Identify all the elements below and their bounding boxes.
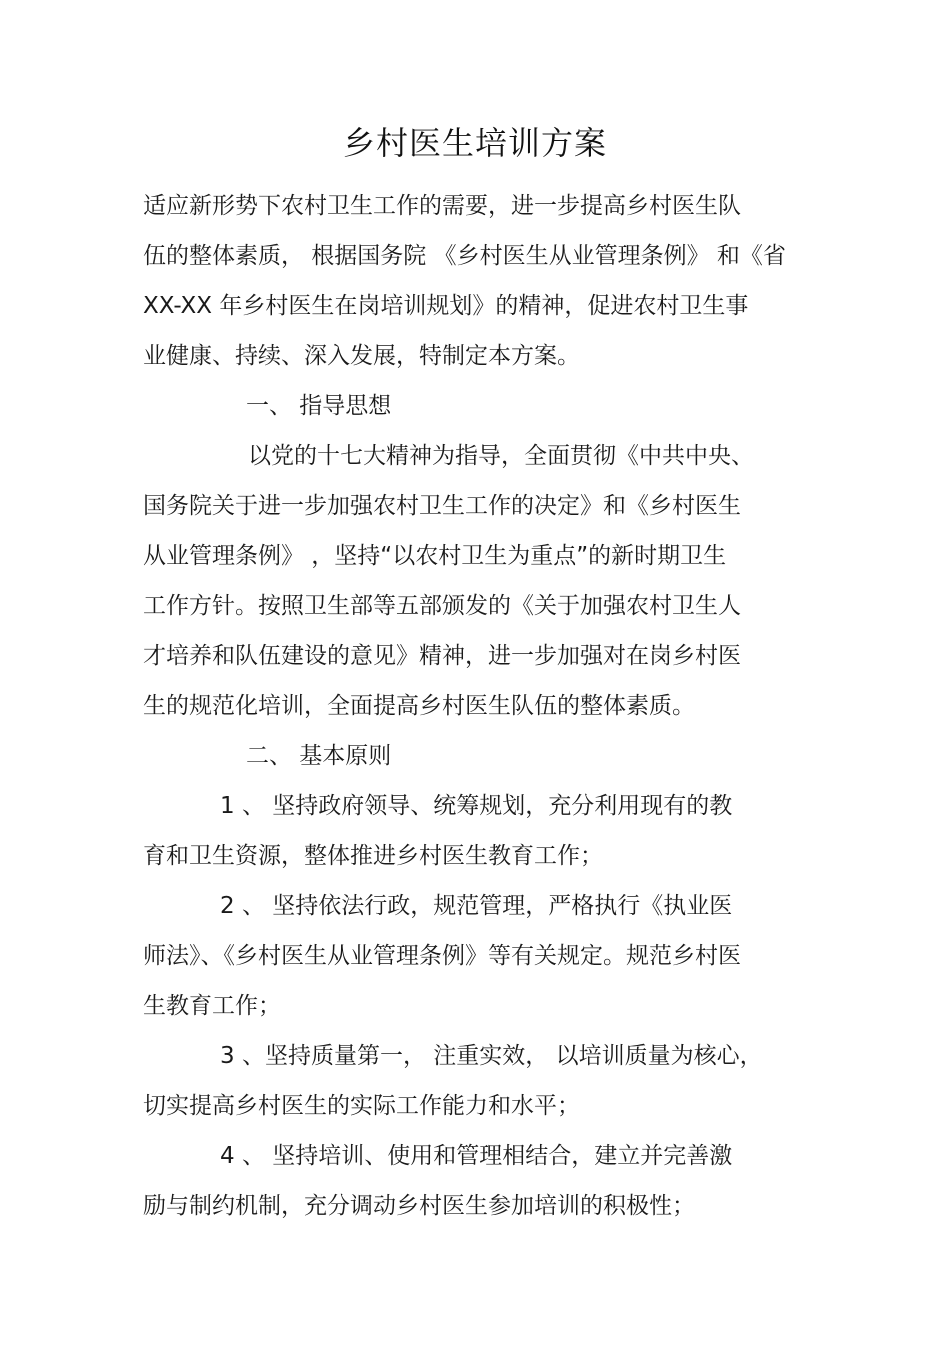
principle-line: 育和卫生资源，整体推进乡村医生教育工作； (143, 843, 603, 869)
section-heading: 一、 指导思想 (246, 393, 392, 419)
principle-line: 4 、 坚持培训、使用和管理相结合，建立并完善激 (220, 1143, 733, 1169)
paragraph-line: 工作方针。按照卫生部等五部颁发的《关于加强农村卫生人 (143, 593, 741, 619)
paragraph-line: 从业管理条例》 ，坚持“以农村卫生为重点”的新时期卫生 (143, 543, 727, 569)
intro-line: 伍的整体素质， 根据国务院 《乡村医生从业管理条例》 和《省 (143, 243, 786, 269)
principle-line: 师法》、《乡村医生从业管理条例》等有关规定。规范乡村医 (143, 943, 741, 969)
principle-line: 3 、坚持质量第一， 注重实效， 以培训质量为核心， (220, 1043, 763, 1069)
paragraph-line: 以党的十七大精神为指导，全面贯彻《中共中央、 (248, 443, 754, 469)
paragraph-line: 才培养和队伍建设的意见》精神，进一步加强对在岗乡村医 (143, 643, 741, 669)
section-heading: 二、 基本原则 (246, 743, 392, 769)
principle-line: 切实提高乡村医生的实际工作能力和水平； (143, 1093, 580, 1119)
principle-line: 励与制约机制，充分调动乡村医生参加培训的积极性； (143, 1193, 695, 1219)
principle-line: 1 、 坚持政府领导、统筹规划，充分利用现有的教 (220, 793, 733, 819)
principle-line: 2 、 坚持依法行政，规范管理，严格执行《执业医 (220, 893, 733, 919)
paragraph-line: 生的规范化培训，全面提高乡村医生队伍的整体素质。 (143, 693, 695, 719)
intro-line: 业健康、持续、深入发展，特制定本方案。 (143, 343, 580, 369)
document-title: 乡村医生培训方案 (342, 124, 607, 162)
paragraph-line: 国务院关于进一步加强农村卫生工作的决定》和《乡村医生 (143, 493, 741, 519)
principle-line: 生教育工作； (143, 993, 281, 1019)
intro-line: XX-XX 年乡村医生在岗培训规划》的精神，促进农村卫生事 (143, 293, 749, 319)
intro-line: 适应新形势下农村卫生工作的需要，进一步提高乡村医生队 (143, 193, 741, 219)
